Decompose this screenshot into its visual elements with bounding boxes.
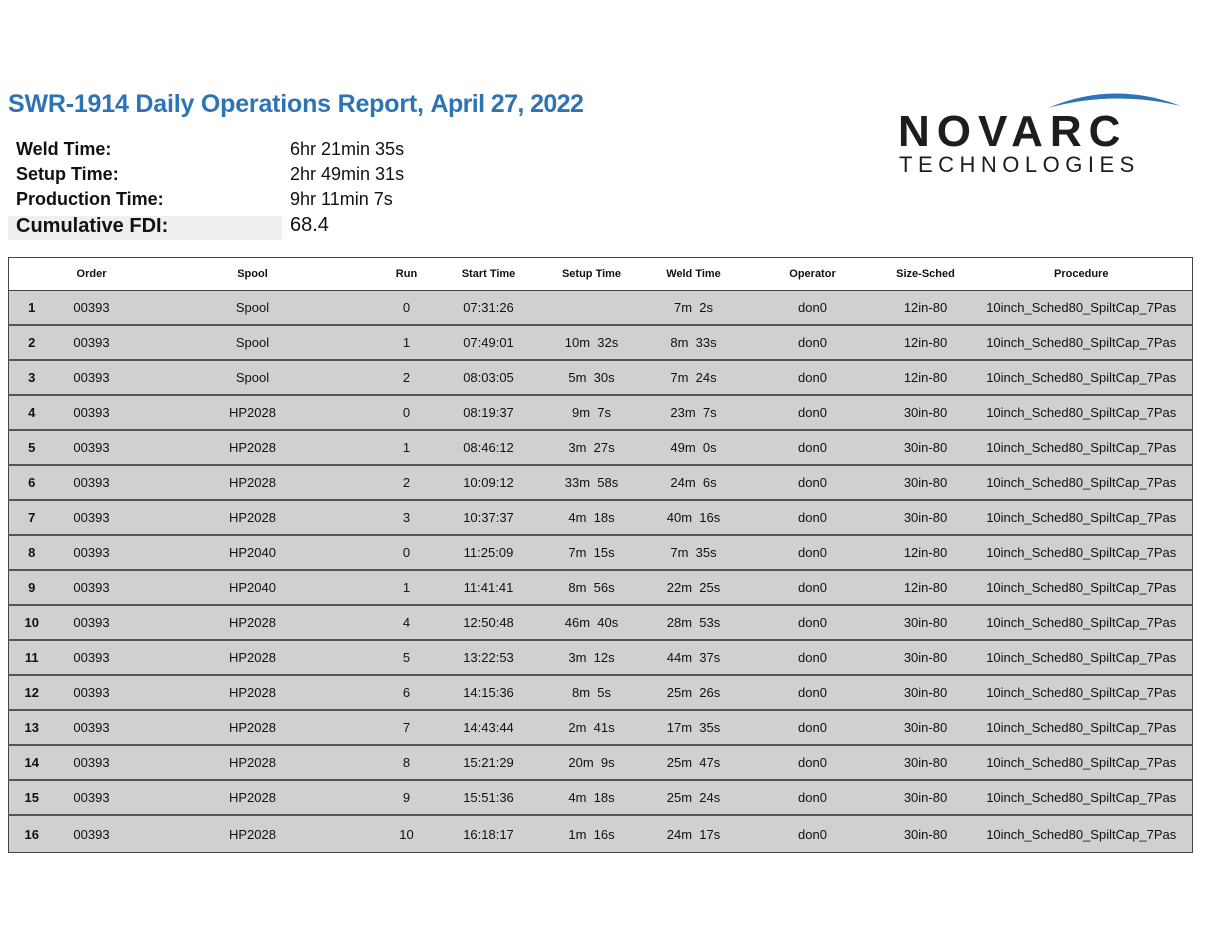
column-header-start-time: Start Time [437,258,541,291]
cell-setup-time: 7m 15s [541,535,643,570]
cell-start-time: 16:18:17 [437,815,541,853]
table-row [9,675,1193,710]
cell-size-sched: 12in-80 [881,535,971,570]
cell-index: 13 [9,710,55,745]
cell-index: 8 [9,535,55,570]
cell-size-sched: 30in-80 [881,640,971,675]
cell-setup-time: 4m 18s [541,500,643,535]
cell-setup-time: 8m 5s [541,675,643,710]
cell-start-time: 08:03:05 [437,360,541,395]
cell-order: 00393 [55,360,129,395]
cell-spool: HP2028 [129,675,377,710]
table-row [9,395,1193,430]
cell-index: 10 [9,605,55,640]
cell-run: 0 [377,535,437,570]
cell-index: 12 [9,675,55,710]
column-header-setup-time: Setup Time [541,258,643,291]
cell-spool: HP2028 [129,465,377,500]
cell-procedure: 10inch_Sched80_SpiltCap_7Pas [971,710,1193,745]
cell-operator: don0 [745,395,881,430]
table-row [9,780,1193,815]
cell-procedure: 10inch_Sched80_SpiltCap_7Pas [971,465,1193,500]
cell-spool: HP2040 [129,535,377,570]
cell-spool: HP2028 [129,500,377,535]
cell-procedure: 10inch_Sched80_SpiltCap_7Pas [971,815,1193,853]
cell-setup-time: 2m 41s [541,710,643,745]
cell-run: 10 [377,815,437,853]
cell-run: 1 [377,430,437,465]
cell-procedure: 10inch_Sched80_SpiltCap_7Pas [971,745,1193,780]
cell-weld-time: 28m 53s [643,605,745,640]
cell-run: 9 [377,780,437,815]
cell-order: 00393 [55,570,129,605]
cell-operator: don0 [745,360,881,395]
cell-start-time: 15:21:29 [437,745,541,780]
cell-procedure: 10inch_Sched80_SpiltCap_7Pas [971,640,1193,675]
cell-weld-time: 49m 0s [643,430,745,465]
cell-spool: HP2028 [129,710,377,745]
cell-spool: HP2028 [129,780,377,815]
cell-run: 6 [377,675,437,710]
cell-weld-time: 44m 37s [643,640,745,675]
cell-setup-time: 1m 16s [541,815,643,853]
cell-start-time: 07:49:01 [437,325,541,360]
cell-index: 7 [9,500,55,535]
cell-spool: HP2028 [129,605,377,640]
cell-procedure: 10inch_Sched80_SpiltCap_7Pas [971,325,1193,360]
cell-start-time: 08:19:37 [437,395,541,430]
cell-index: 9 [9,570,55,605]
cell-size-sched: 30in-80 [881,605,971,640]
cell-start-time: 13:22:53 [437,640,541,675]
table-row [9,360,1193,395]
table-row [9,640,1193,675]
cell-procedure: 10inch_Sched80_SpiltCap_7Pas [971,430,1193,465]
cell-operator: don0 [745,500,881,535]
cell-procedure: 10inch_Sched80_SpiltCap_7Pas [971,605,1193,640]
cell-operator: don0 [745,570,881,605]
fdi-value: 68.4 [290,214,329,236]
cell-procedure: 10inch_Sched80_SpiltCap_7Pas [971,500,1193,535]
cell-weld-time: 23m 7s [643,395,745,430]
cell-weld-time: 24m 17s [643,815,745,853]
production-time-value: 9hr 11min 7s [290,189,393,209]
cell-run: 7 [377,710,437,745]
cell-procedure: 10inch_Sched80_SpiltCap_7Pas [971,675,1193,710]
cell-operator: don0 [745,325,881,360]
cell-weld-time: 7m 24s [643,360,745,395]
cell-order: 00393 [55,430,129,465]
cell-order: 00393 [55,780,129,815]
cell-index: 6 [9,465,55,500]
weld-time-value: 6hr 21min 35s [290,139,405,159]
cell-index: 15 [9,780,55,815]
cell-run: 3 [377,500,437,535]
cell-setup-time: 5m 30s [541,360,643,395]
report-title-prefix: SWR-1914 Daily Operations Report, [8,90,424,118]
cell-size-sched: 30in-80 [881,710,971,745]
column-header-size-sched: Size-Sched [881,258,971,291]
cell-start-time: 15:51:36 [437,780,541,815]
table-row [9,535,1193,570]
cell-spool: HP2028 [129,745,377,780]
cell-procedure: 10inch_Sched80_SpiltCap_7Pas [971,535,1193,570]
cell-operator: don0 [745,745,881,780]
cell-setup-time: 8m 56s [541,570,643,605]
report-date: April 27, 2022 [430,90,584,118]
cell-start-time: 14:43:44 [437,710,541,745]
cell-start-time: 12:50:48 [437,605,541,640]
cell-order: 00393 [55,710,129,745]
cell-setup-time: 9m 7s [541,395,643,430]
cell-weld-time: 25m 26s [643,675,745,710]
cell-size-sched: 30in-80 [881,430,971,465]
table-row [9,710,1193,745]
column-header-spool: Spool [129,258,377,291]
cell-run: 2 [377,465,437,500]
cell-spool: Spool [129,325,377,360]
cell-operator: don0 [745,605,881,640]
cell-run: 4 [377,605,437,640]
cell-run: 1 [377,570,437,605]
cell-weld-time: 40m 16s [643,500,745,535]
cell-order: 00393 [55,465,129,500]
table-row [9,605,1193,640]
cell-index: 4 [9,395,55,430]
cell-index: 1 [9,291,55,326]
table-row [9,325,1193,360]
cell-procedure: 10inch_Sched80_SpiltCap_7Pas [971,395,1193,430]
cell-order: 00393 [55,535,129,570]
cell-weld-time: 7m 35s [643,535,745,570]
cell-size-sched: 30in-80 [881,395,971,430]
cell-run: 5 [377,640,437,675]
table-row [9,815,1193,853]
cell-index: 16 [9,815,55,853]
cell-setup-time: 3m 27s [541,430,643,465]
cell-procedure: 10inch_Sched80_SpiltCap_7Pas [971,780,1193,815]
cell-order: 00393 [55,640,129,675]
table-row [9,291,1193,326]
cell-size-sched: 30in-80 [881,745,971,780]
cell-operator: don0 [745,535,881,570]
cell-run: 0 [377,395,437,430]
setup-time-label: Setup Time: [16,164,119,184]
cell-index: 11 [9,640,55,675]
cell-size-sched: 30in-80 [881,465,971,500]
cell-procedure: 10inch_Sched80_SpiltCap_7Pas [971,291,1193,326]
cell-start-time: 11:41:41 [437,570,541,605]
cell-index: 3 [9,360,55,395]
column-header-operator: Operator [745,258,881,291]
cell-weld-time: 24m 6s [643,465,745,500]
cell-start-time: 14:15:36 [437,675,541,710]
fdi-label: Cumulative FDI: [16,215,169,237]
column-header-index [9,258,55,291]
cell-size-sched: 30in-80 [881,780,971,815]
table-row [9,570,1193,605]
cell-spool: Spool [129,360,377,395]
cell-order: 00393 [55,291,129,326]
cell-order: 00393 [55,745,129,780]
logo-name: NOVARC [898,107,1128,156]
cell-order: 00393 [55,815,129,853]
cell-size-sched: 12in-80 [881,360,971,395]
production-time-label: Production Time: [16,189,164,209]
cell-setup-time: 3m 12s [541,640,643,675]
cell-weld-time: 8m 33s [643,325,745,360]
cell-order: 00393 [55,605,129,640]
cell-setup-time: 4m 18s [541,780,643,815]
cell-operator: don0 [745,710,881,745]
cell-order: 00393 [55,675,129,710]
cell-spool: HP2040 [129,570,377,605]
setup-time-value: 2hr 49min 31s [290,164,405,184]
cell-start-time: 10:09:12 [437,465,541,500]
cell-spool: HP2028 [129,815,377,853]
cell-run: 2 [377,360,437,395]
cell-weld-time: 25m 47s [643,745,745,780]
table-row [9,430,1193,465]
cell-order: 00393 [55,395,129,430]
cell-run: 8 [377,745,437,780]
cell-procedure: 10inch_Sched80_SpiltCap_7Pas [971,360,1193,395]
cell-index: 14 [9,745,55,780]
cell-order: 00393 [55,325,129,360]
cell-setup-time: 33m 58s [541,465,643,500]
table-header [9,258,1193,291]
cell-operator: don0 [745,780,881,815]
cell-size-sched: 30in-80 [881,675,971,710]
cell-operator: don0 [745,675,881,710]
report-title [8,90,583,119]
cell-spool: HP2028 [129,640,377,675]
column-header-procedure: Procedure [971,258,1193,291]
column-header-weld-time: Weld Time [643,258,745,291]
cell-start-time: 10:37:37 [437,500,541,535]
cell-size-sched: 12in-80 [881,325,971,360]
cell-operator: don0 [745,815,881,853]
cell-setup-time: 20m 9s [541,745,643,780]
table-row [9,745,1193,780]
cell-operator: don0 [745,430,881,465]
cell-weld-time: 7m 2s [643,291,745,326]
cell-spool: HP2028 [129,430,377,465]
cell-size-sched: 12in-80 [881,570,971,605]
cell-start-time: 07:31:26 [437,291,541,326]
cell-operator: don0 [745,291,881,326]
cell-weld-time: 25m 24s [643,780,745,815]
column-header-order: Order [55,258,129,291]
cell-weld-time: 22m 25s [643,570,745,605]
cell-weld-time: 17m 35s [643,710,745,745]
cell-start-time: 08:46:12 [437,430,541,465]
table-row [9,500,1193,535]
table-row [9,465,1193,500]
cell-run: 0 [377,291,437,326]
cell-run: 1 [377,325,437,360]
company-logo [898,88,1194,180]
column-header-run: Run [377,258,437,291]
cell-index: 5 [9,430,55,465]
cell-index: 2 [9,325,55,360]
cell-setup-time: 10m 32s [541,325,643,360]
cell-spool: Spool [129,291,377,326]
cell-spool: HP2028 [129,395,377,430]
cell-size-sched: 12in-80 [881,291,971,326]
cell-setup-time: 46m 40s [541,605,643,640]
cell-setup-time [541,291,643,326]
logo-subtitle: TECHNOLOGIES [899,152,1140,177]
cell-operator: don0 [745,640,881,675]
cell-size-sched: 30in-80 [881,815,971,853]
cell-start-time: 11:25:09 [437,535,541,570]
cell-procedure: 10inch_Sched80_SpiltCap_7Pas [971,570,1193,605]
cell-size-sched: 30in-80 [881,500,971,535]
cell-operator: don0 [745,465,881,500]
cell-order: 00393 [55,500,129,535]
operations-table [8,257,1193,853]
weld-time-label: Weld Time: [16,139,112,159]
table-body [9,291,1193,853]
